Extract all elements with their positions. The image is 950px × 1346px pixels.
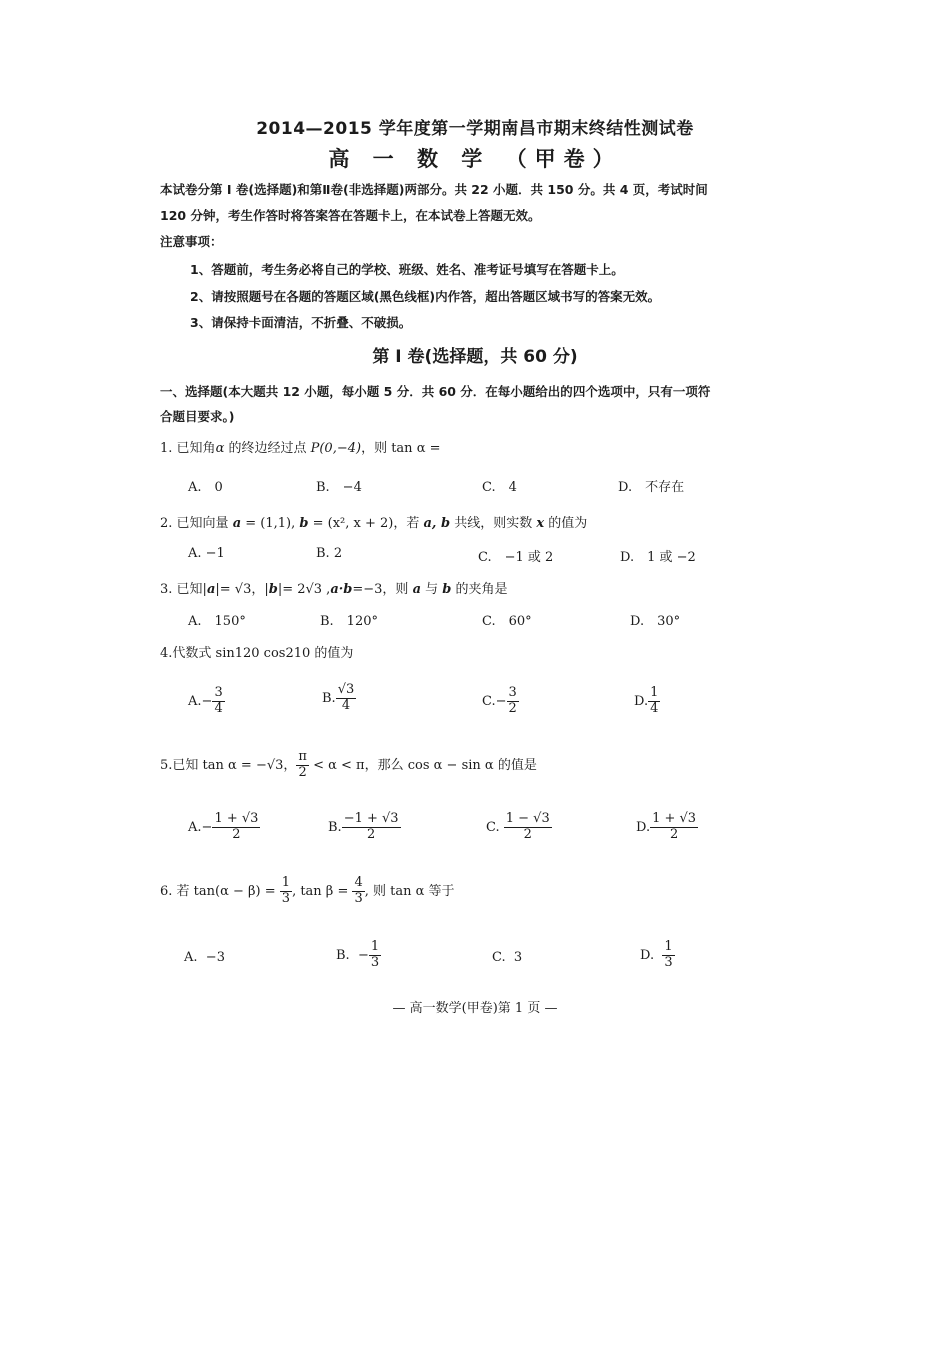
note-2: 2、请按照题号在各题的答题区域(黑色线框)内作答，超出答题区域书写的答案无效。 — [190, 289, 661, 304]
denominator: 2 — [523, 826, 532, 842]
denominator: 3 — [281, 890, 291, 906]
option-label: A. — [188, 693, 202, 709]
question-number: 6. — [160, 883, 173, 899]
q3-text-d: =−3，则 — [352, 582, 413, 597]
note-1: 1、答题前，考生务必将自己的学校、班级、姓名、准考证号填写在答题卡上。 — [190, 262, 624, 277]
numerator: 1 — [650, 685, 659, 700]
option-label: B. — [336, 947, 350, 963]
q3-text-b: |= √3，| — [215, 582, 269, 597]
option-value: 3 — [513, 950, 523, 965]
fraction — [507, 686, 519, 717]
fraction — [280, 876, 292, 907]
question-number: 3. — [160, 582, 173, 597]
fraction — [212, 812, 260, 843]
section-instruction-2: 合题目要求。) — [160, 409, 235, 424]
q5-option-a — [188, 812, 260, 843]
denominator: 2 — [669, 826, 679, 842]
fraction — [352, 876, 364, 907]
fraction — [504, 812, 552, 843]
q4-option-a — [188, 686, 225, 717]
q2-text-b: = (1,1), — [241, 516, 300, 531]
q6-option-c — [492, 950, 522, 965]
q6-option-b — [336, 940, 381, 971]
denominator: 4 — [214, 700, 223, 716]
q2-text-c: = (x², x + 2)，若 — [308, 516, 424, 531]
q5-text-a: 已知 tan α = −√3， — [172, 757, 297, 773]
note-3: 3、请保持卡面清洁，不折叠、不破损。 — [190, 315, 412, 330]
option-sign: − — [495, 693, 507, 709]
option-label: C. — [486, 819, 504, 835]
q2-option-d: D. 1 或 −2 — [620, 550, 696, 565]
q4-option-d — [634, 686, 660, 717]
q5-option-b — [328, 812, 401, 843]
q6-option-d — [640, 940, 675, 971]
q3-dot: a·b — [330, 582, 353, 597]
option-label: B. — [328, 819, 342, 835]
exam-subtitle: 高 一 数 学 （甲卷） — [328, 147, 622, 171]
numerator: 1 + √3 — [652, 811, 697, 826]
q6-text-c: , 则 tan α 等于 — [364, 883, 455, 899]
q5-option-c — [486, 812, 552, 843]
numerator: 1 — [664, 939, 673, 954]
numerator: 4 — [354, 875, 363, 890]
q1-option-b: B. −4 — [316, 480, 362, 495]
denominator: 2 — [298, 764, 307, 780]
q3-option-c: C. 60° — [482, 614, 532, 629]
q1-option-a: A. 0 — [188, 480, 223, 495]
fraction — [336, 683, 357, 714]
q1-text-a: 已知角 — [176, 441, 216, 456]
intro-line-1: 本试卷分第 I 卷(选择题)和第Ⅱ卷(非选择题)两部分。共 22 小题．共 150 分。共 4 页，考试时间 — [160, 182, 708, 197]
q2-x: x — [536, 516, 545, 531]
option-sign: − — [201, 819, 213, 835]
q5-option-d — [636, 812, 698, 843]
q1-text-c: ，则 tan α = — [361, 441, 441, 456]
q3-option-a: A. 150° — [188, 614, 246, 629]
numerator: 1 — [281, 875, 291, 890]
q3-text-c: |= 2√3 , — [277, 582, 331, 597]
fraction — [650, 812, 698, 843]
numerator: 1 − √3 — [505, 811, 550, 826]
denominator: 2 — [508, 700, 517, 716]
q2-ab: a, b — [423, 516, 451, 531]
q2-text-d: 共线，则实数 — [450, 516, 537, 531]
q2-vec-b: b — [299, 516, 309, 531]
q4-option-c — [482, 686, 519, 717]
option-label: B. — [322, 690, 336, 706]
numerator: π — [298, 749, 307, 764]
q1-point: P(0,−4) — [310, 441, 362, 456]
q3-text-e: 与 — [421, 582, 443, 597]
question-4 — [160, 642, 353, 661]
section-title: 第 I 卷(选择题，共 60 分) — [372, 347, 578, 367]
q5-text-b: < α < π，那么 cos α − sin α 的值是 — [308, 757, 537, 773]
question-number: 2. — [160, 516, 173, 531]
denominator: 3 — [370, 954, 380, 970]
question-number: 5. — [160, 757, 173, 773]
numerator: √3 — [337, 682, 355, 697]
option-label: C. — [482, 693, 496, 709]
option-label: D. — [634, 693, 649, 709]
q3-option-b: B. 120° — [320, 614, 378, 629]
fraction — [648, 686, 660, 717]
q6-text-a: 若 tan(α − β) = — [176, 883, 280, 899]
q3-vec-a: a — [206, 582, 216, 597]
q2-text-e: 的值为 — [544, 516, 588, 531]
q2-text-a: 已知向量 — [176, 516, 233, 531]
q1-option-c: C. 4 — [482, 480, 517, 495]
notes-title: 注意事项： — [160, 234, 223, 249]
option-label: A. — [188, 819, 202, 835]
option-sign: − — [357, 947, 369, 963]
numerator: 1 + √3 — [214, 811, 259, 826]
numerator: 1 — [370, 939, 380, 954]
question-1 — [160, 437, 441, 456]
denominator: 3 — [354, 890, 363, 906]
q4-text: 代数式 sin120 cos210 的值为 — [172, 646, 354, 661]
numerator: 3 — [508, 685, 517, 700]
q6-text-b: , tan β = — [292, 883, 353, 899]
question-5 — [160, 750, 537, 781]
denominator: 2 — [366, 826, 376, 842]
q3-text-a: 已知| — [176, 582, 207, 597]
option-sign: − — [201, 693, 213, 709]
q3-option-d: D. 30° — [630, 614, 681, 629]
option-label: C. — [492, 950, 506, 965]
q4-option-b — [322, 683, 356, 714]
fraction — [212, 686, 224, 717]
option-label: A. — [184, 950, 198, 965]
q1-option-d: D. 不存在 — [618, 480, 685, 495]
option-value: −3 — [205, 950, 225, 965]
q1-alpha: α — [215, 441, 225, 456]
q2-vec-a: a — [232, 516, 242, 531]
numerator: −1 + √3 — [343, 811, 399, 826]
fraction — [342, 812, 401, 843]
q3-vec-b2: b — [442, 582, 452, 597]
exam-title: 2014—2015 学年度第一学期南昌市期末终结性测试卷 — [256, 119, 694, 139]
denominator: 4 — [341, 697, 351, 713]
q3-text-f: 的夹角是 — [451, 582, 508, 597]
question-2 — [160, 512, 587, 531]
question-number: 1. — [160, 441, 173, 456]
q2-option-b: B. 2 — [316, 546, 343, 561]
denominator: 3 — [664, 954, 673, 970]
section-instruction-1: 一、选择题(本大题共 12 小题，每小题 5 分．共 60 分．在每小题给出的四个选项中，只有一项符 — [160, 384, 711, 399]
page-footer: — 高一数学(甲卷)第 1 页 — — [392, 1001, 558, 1016]
q2-option-c: C. −1 或 2 — [478, 550, 554, 565]
q2-option-a: A. −1 — [188, 546, 225, 561]
fraction-pi-over-2 — [296, 750, 309, 781]
fraction — [662, 940, 674, 971]
denominator: 2 — [232, 826, 241, 842]
q1-text-b: 的终边经过点 — [224, 441, 311, 456]
question-number: 4. — [160, 646, 173, 661]
numerator: 3 — [214, 685, 223, 700]
option-label: D. — [640, 947, 655, 963]
denominator: 4 — [650, 700, 659, 716]
option-label: D. — [636, 819, 651, 835]
question-6 — [160, 876, 455, 907]
intro-line-2: 120 分钟，考生作答时将答案答在答题卡上，在本试卷上答题无效。 — [160, 208, 541, 223]
q6-option-a — [184, 950, 225, 965]
q3-vec-a2: a — [412, 582, 421, 597]
fraction — [369, 940, 381, 971]
q3-vec-b: b — [268, 582, 278, 597]
question-3 — [160, 578, 508, 597]
